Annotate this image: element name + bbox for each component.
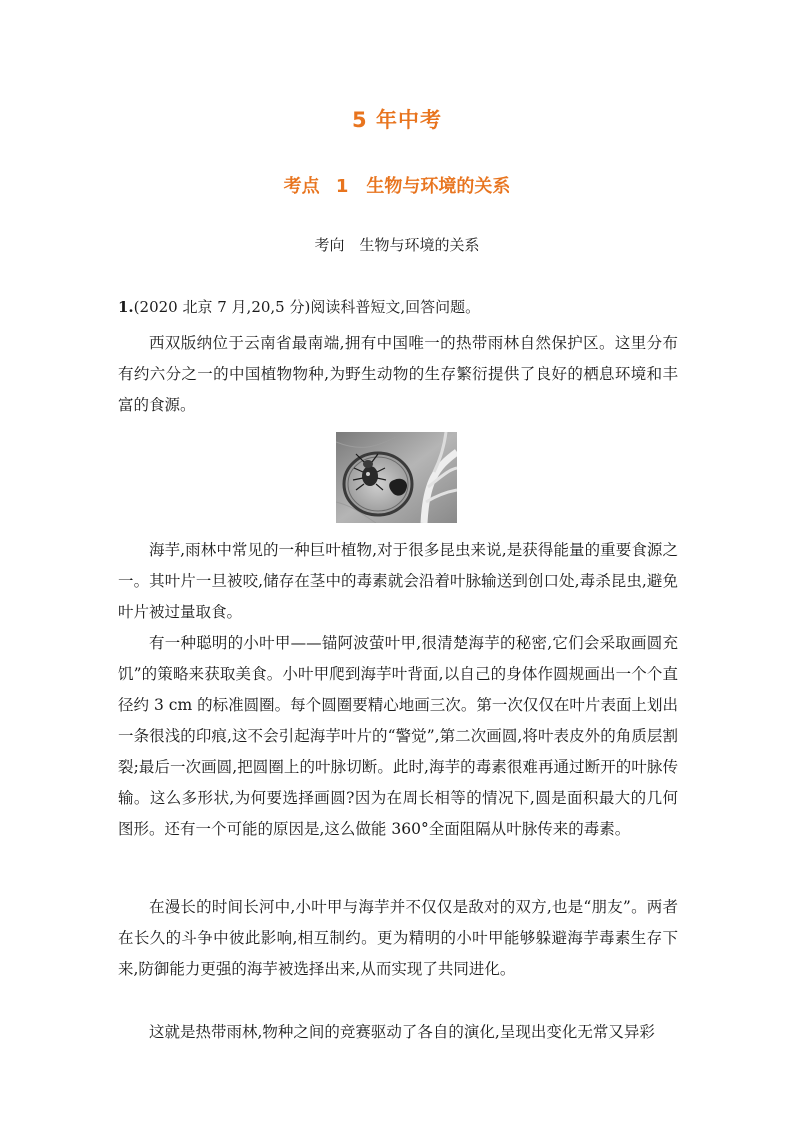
page-title: 5 年中考 [352,108,442,132]
subsection-heading: 考向 生物与环境的关系 [314,236,480,254]
section-heading: 考点 1 生物与环境的关系 [283,176,511,197]
question-source: (2020 北京 7 月,20,5 分) [133,298,311,316]
question-number: 1. [118,298,134,316]
question-prompt: 阅读科普短文,回答问题。 [310,298,481,316]
paragraph-2: 海芋,雨林中常见的一种巨叶植物,对于很多昆虫来说,是获得能量的重要食源之一。其叶片一旦被咬,储存在茎中的毒素就会沿着叶脉输送到创口处,毒杀昆虫,避免叶片被过量取食。 [118,541,678,621]
paragraph-5: 这就是热带雨林,物种之间的竞赛驱动了各自的演化,呈现出变化无常又异彩 [149,1023,655,1041]
paragraph-4: 在漫长的时间长河中,小叶甲与海芋并不仅仅是敌对的双方,也是“朋友”。两者在长久的斗争中彼此影响,相互制约。更为精明的小叶甲能够躲避海芋毒素生存下来,防御能力更强的海芋被选择出来,从而实现了共同进化。 [118,898,678,978]
beetle-leaf-photo [336,432,457,523]
question-stem [118,294,678,320]
paragraph-3: 有一种聪明的小叶甲——锚阿波萤叶甲,很清楚海芋的秘密,它们会采取画圆充饥”的策略来获取美食。小叶甲爬到海芋叶背面,以自己的身体作圆规画出一个个直径约 3 cm 的标准圆圈。每个圆圈要精心地画三次。第一次仅仅在叶片表面上划出一条很浅的印痕,这不会引起海芋叶片的“警觉”,第二次画圆,将叶表皮外的角质层割裂;最后一次画圆,把圆圈上的叶脉切断。此时,海芋的毒素很难再通过断开的叶脉传输。这么多形状,为何要选择画圆?因为在周长相等的情况下,圆是面积最大的几何图形。还有一个可能的原因是,这么做能 360°全面阻隔从叶脉传来的毒素。 [118,634,678,838]
paragraph-1: 西双版纳位于云南省最南端,拥有中国唯一的热带雨林自然保护区。这里分布有约六分之一的中国植物物种,为野生动物的生存繁衍提供了良好的栖息环境和丰富的食源。 [118,334,678,414]
